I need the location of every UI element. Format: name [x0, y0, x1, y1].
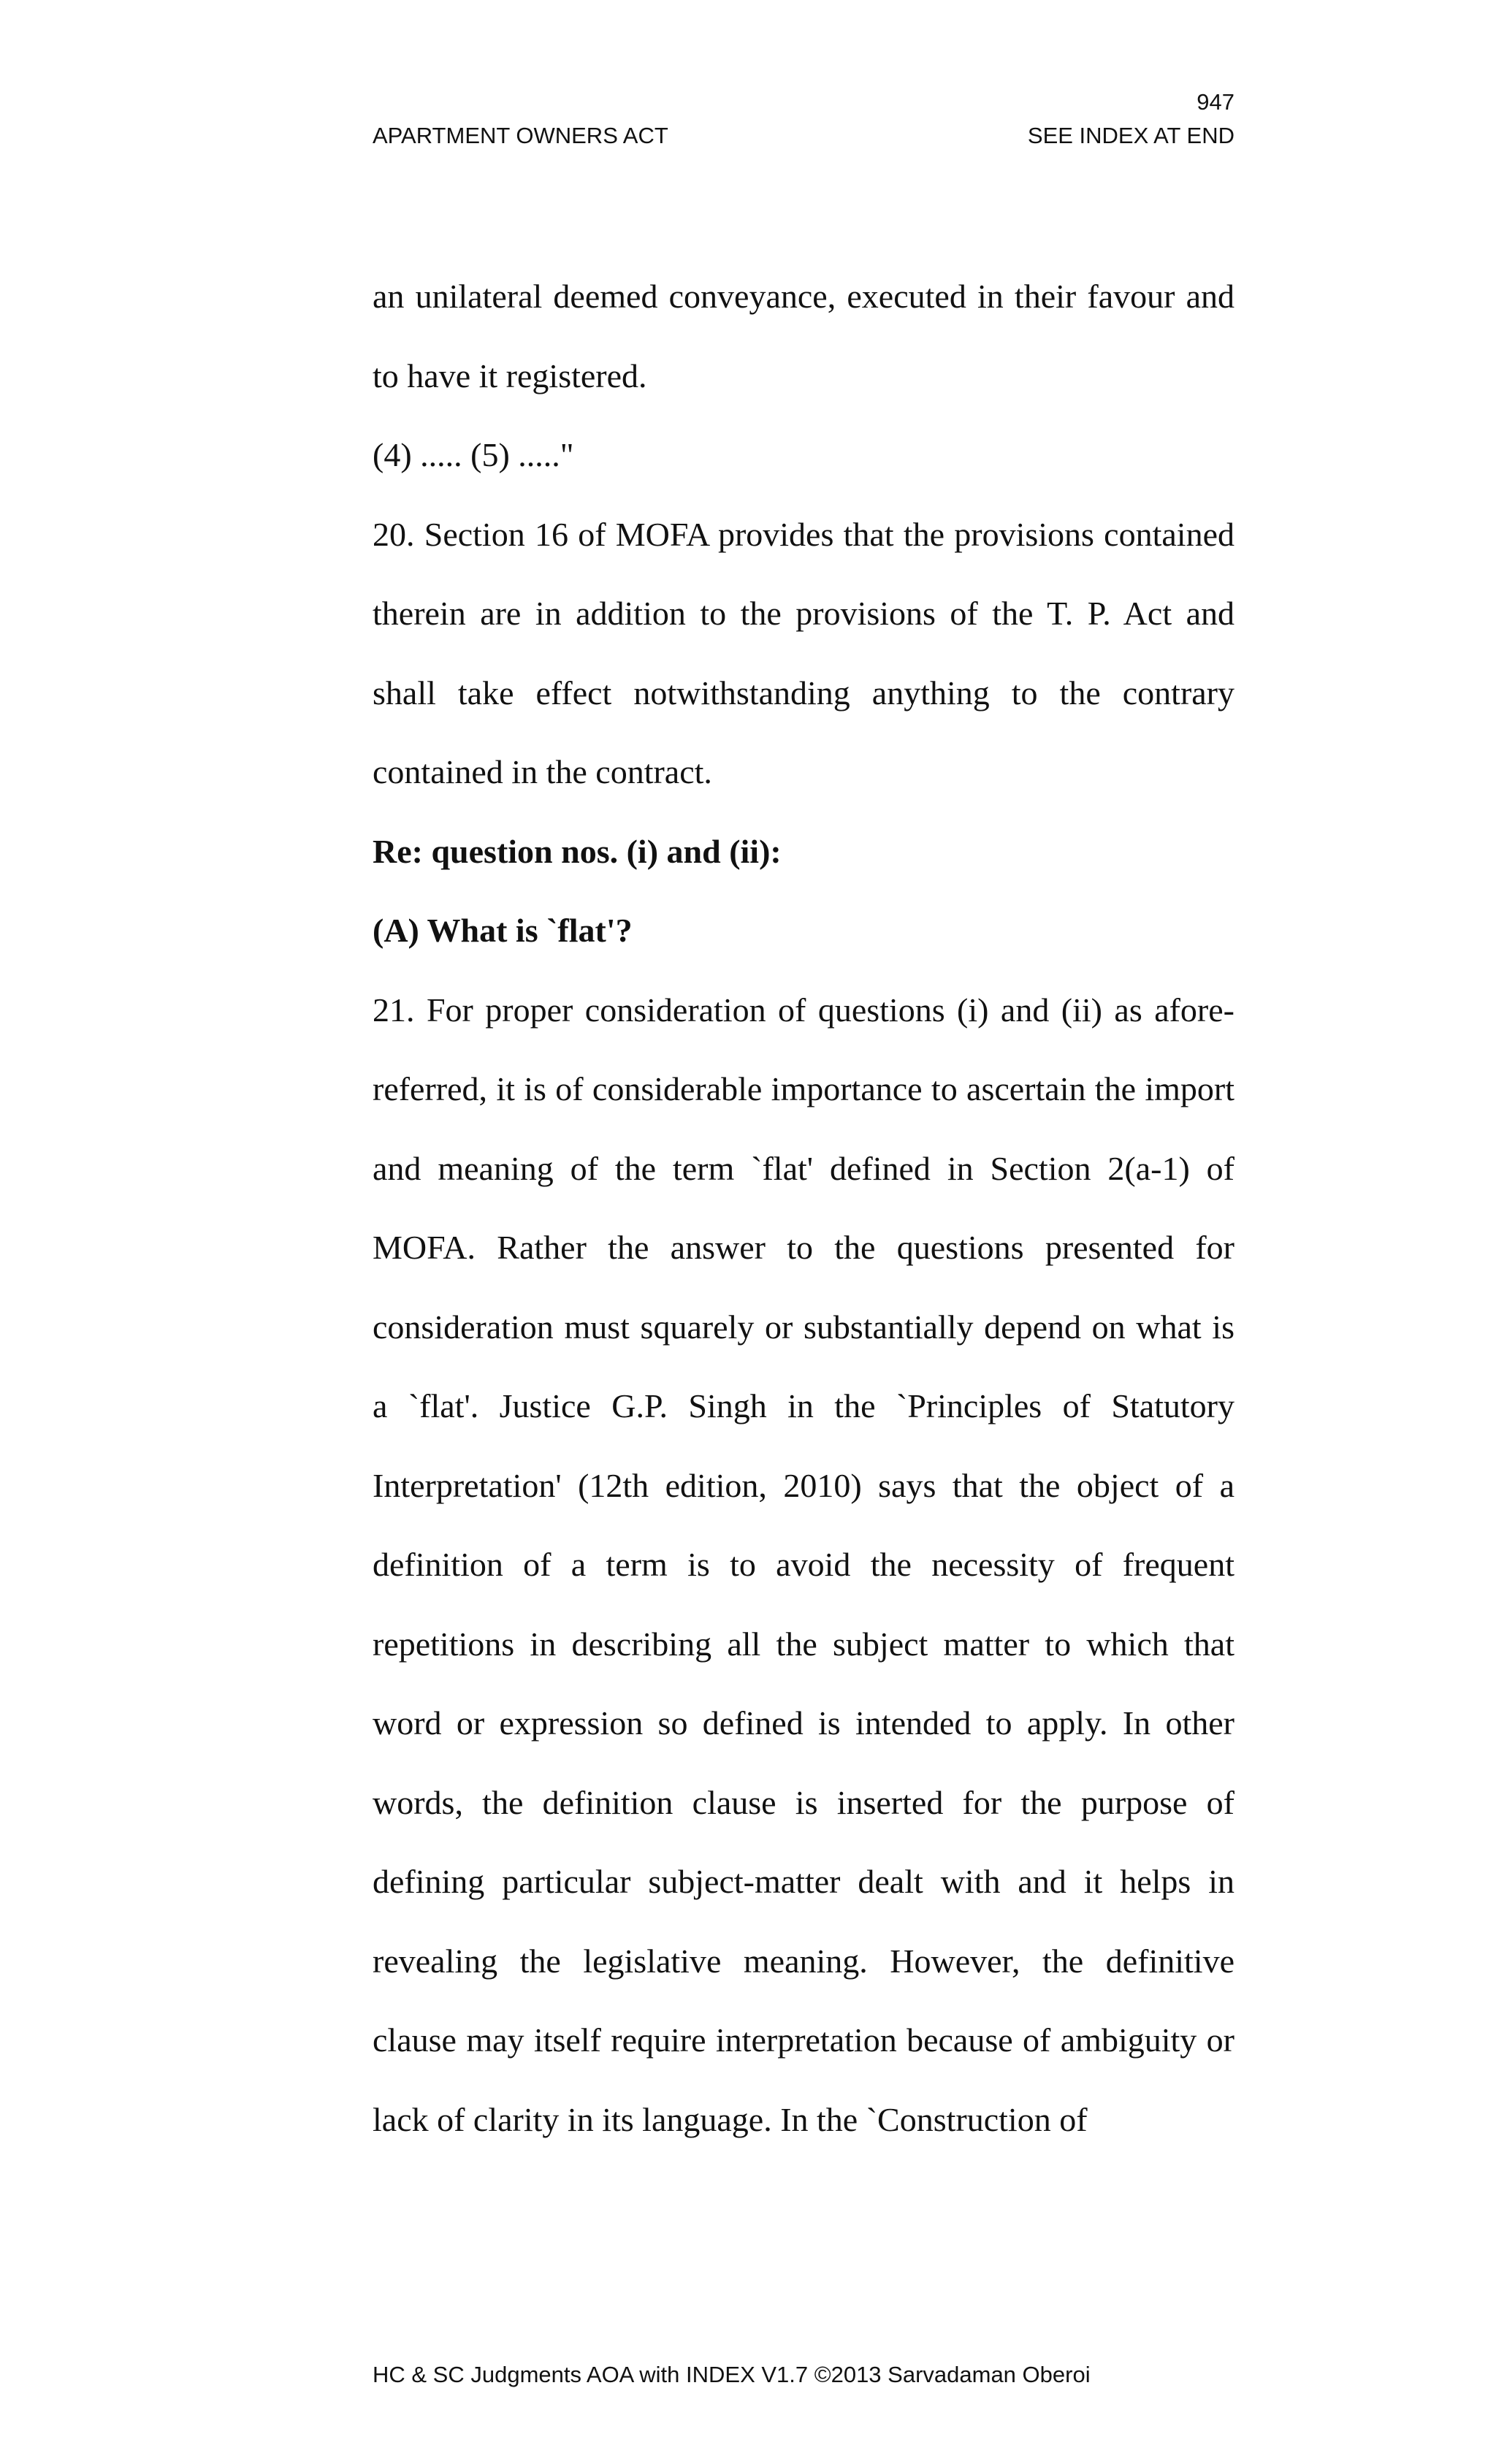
running-header: [373, 123, 1234, 149]
section-heading-flat: (A) What is `flat'?: [373, 912, 633, 949]
running-header-index-note: SEE INDEX AT END: [1027, 123, 1234, 148]
running-header-title: APARTMENT OWNERS ACT: [373, 123, 668, 148]
paragraph-20: 20. Section 16 of MOFA provides that the provisions contained therein are in addition to the provisions of the T. P. Act and shall take effect notwithstanding anything to the contrary contained in the contract.: [373, 515, 1234, 790]
page-number: 947: [1197, 89, 1234, 115]
paragraph-continuation: an unilateral deemed conveyance, executed in their favour and to have it registered.: [373, 278, 1234, 394]
paragraph-21: 21. For proper consideration of questions (i) and (ii) as afore-referred, it is of considerable importance to ascertain the import and meaning of the term `flat' defined in Section 2(a-1) of MOFA. Rather the answer to the questions presented for consideration must squarely or substantially depend on what is a `flat'. Justice G.P. Singh in the `Principles of Statutory Interpretation' (12th edition, 2010) says that the object of a definition of a term is to avoid the necessity of frequent repetitions in describing all the subject matter to which that word or expression so defined is intended to apply. In other words, the definition clause is inserted for the purpose of defining particular subject-matter dealt with and it helps in revealing the legislative meaning. However, the definitive clause may itself require interpretation because of ambiguity or lack of clarity in its language. In the `Construction of: [373, 991, 1234, 2138]
document-body: [373, 257, 1234, 2159]
page-footer: HC & SC Judgments AOA with INDEX V1.7 ©2013 Sarvadaman Oberoi: [373, 2362, 1091, 2387]
paragraph-clauses: (4) ..... (5) .....": [373, 436, 574, 473]
section-heading-questions: Re: question nos. (i) and (ii):: [373, 832, 782, 870]
